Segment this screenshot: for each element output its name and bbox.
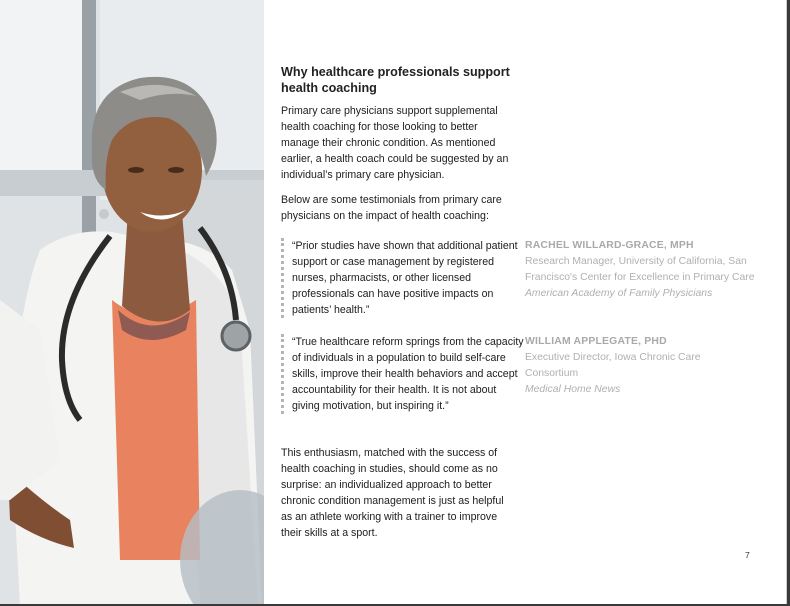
- testimonial-quote-1: “Prior studies have shown that additional patient support or case management by registered nurses, pharmacists, or other licensed professionals can have positive impacts on patients’ health.”: [281, 238, 524, 318]
- section-heading: Why healthcare professionals support health coaching: [281, 65, 510, 95]
- attribution-source: Medical Home News: [525, 384, 621, 395]
- doctor-illustration: [0, 0, 264, 604]
- testimonial-attribution-1: [525, 238, 755, 302]
- intro-paragraph: Primary care physicians support supplemental health coaching for those looking to better manage their chronic condition. As mentioned earlier, a health coach could be suggested by an individual’s primary care physician.: [281, 105, 509, 181]
- closing-paragraph: This enthusiasm, matched with the success of health coaching in studies, should come as no surprise: an individualized approach to better chronic condition management is just as helpful as an athlete working with a trainer to improve their skills at a sport.: [281, 447, 504, 539]
- attribution-name: WILLIAM APPLEGATE, PHD: [525, 336, 667, 347]
- attribution-source: American Academy of Family Physicians: [525, 288, 713, 299]
- page-number: 7: [745, 550, 750, 560]
- testimonial-quote-2: “True healthcare reform springs from the capacity of individuals in a population to build self-care skills, improve their health behaviors and accept accountability for their health. It is not about giving motivation, but inspiring it.”: [281, 334, 524, 414]
- doctor-photo: [0, 0, 264, 604]
- attribution-name: RACHEL WILLARD-GRACE, MPH: [525, 240, 694, 251]
- main-text-column: [281, 64, 513, 224]
- attribution-role: Executive Director, Iowa Chronic Care Consortium: [525, 352, 701, 379]
- attribution-role: Research Manager, University of California, San Francisco's Center for Excellence in Primary Care: [525, 256, 755, 283]
- lead-in-paragraph: Below are some testimonials from primary care physicians on the impact of health coaching:: [281, 194, 502, 222]
- testimonial-attribution-2: [525, 334, 755, 398]
